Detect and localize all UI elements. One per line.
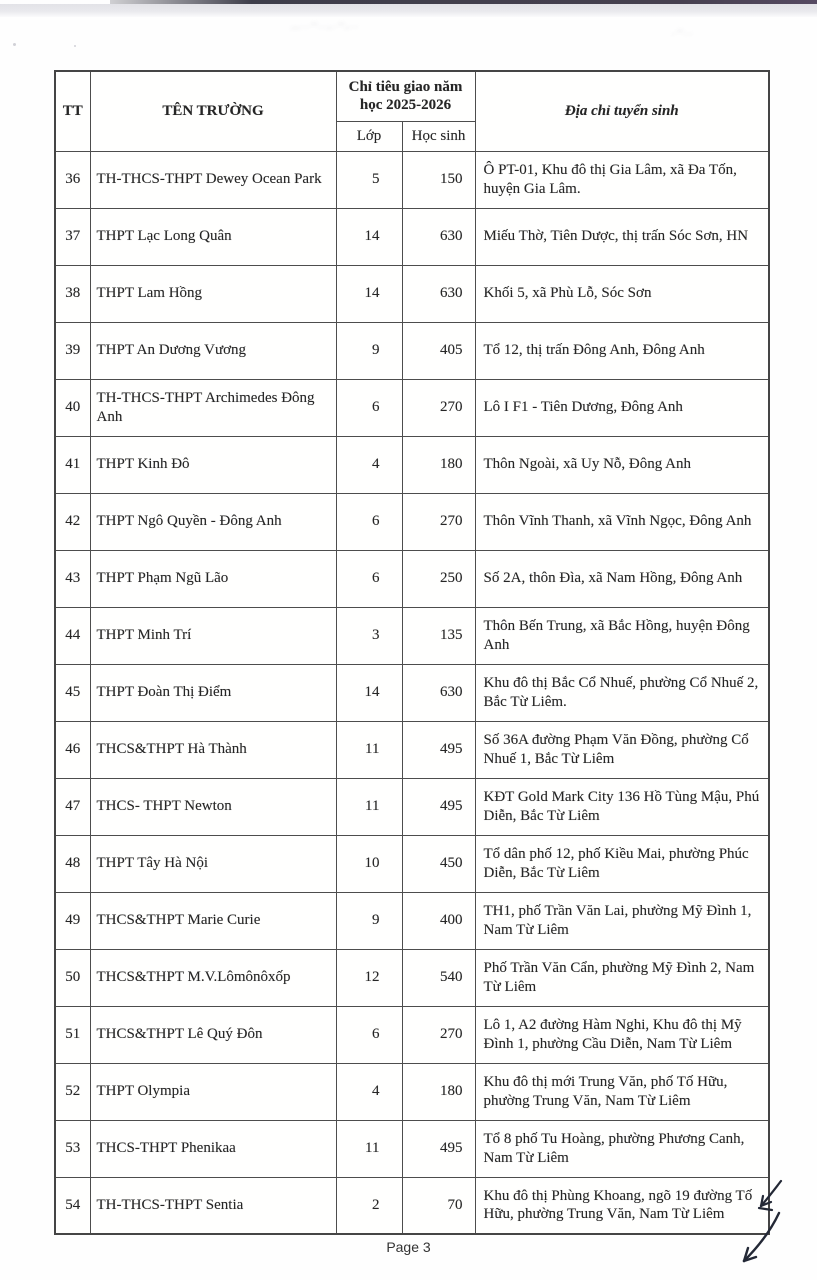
table-row — [55, 1177, 769, 1234]
row-tt: 48 — [55, 835, 90, 892]
row-classes-count: 10 — [336, 835, 402, 892]
table-row — [55, 550, 769, 607]
row-school-name: THPT Phạm Ngũ Lão — [90, 550, 336, 607]
row-classes-count: 4 — [336, 436, 402, 493]
table-row — [55, 778, 769, 835]
row-admission-address: TH1, phố Trần Văn Lai, phường Mỹ Đình 1, Nam Từ Liêm — [475, 892, 769, 949]
row-tt: 50 — [55, 949, 90, 1006]
bleedthrough-smudge: .~.. — [671, 26, 696, 38]
row-classes-count: 11 — [336, 778, 402, 835]
row-school-name: THCS&THPT Hà Thành — [90, 721, 336, 778]
row-school-name: THPT Lạc Long Quân — [90, 208, 336, 265]
row-admission-address: Thôn Bến Trung, xã Bắc Hồng, huyện Đông Anh — [475, 607, 769, 664]
table-row — [55, 721, 769, 778]
row-tt: 46 — [55, 721, 90, 778]
row-students-count: 135 — [402, 607, 475, 664]
row-tt: 38 — [55, 265, 90, 322]
row-tt: 42 — [55, 493, 90, 550]
row-classes-count: 14 — [336, 208, 402, 265]
row-students-count: 180 — [402, 436, 475, 493]
row-admission-address: Khu đô thị Bắc Cổ Nhuế, phường Cổ Nhuế 2, Bắc Từ Liêm. — [475, 664, 769, 721]
row-school-name: THCS- THPT Newton — [90, 778, 336, 835]
row-school-name: THCS&THPT Lê Quý Đôn — [90, 1006, 336, 1063]
row-school-name: THPT Tây Hà Nội — [90, 835, 336, 892]
row-school-name: THPT An Dương Vương — [90, 322, 336, 379]
row-school-name: THPT Olympia — [90, 1063, 336, 1120]
row-classes-count: 9 — [336, 322, 402, 379]
row-tt: 54 — [55, 1177, 90, 1234]
row-tt: 49 — [55, 892, 90, 949]
row-school-name: THCS-THPT Phenikaa — [90, 1120, 336, 1177]
row-students-count: 630 — [402, 208, 475, 265]
row-tt: 40 — [55, 379, 90, 436]
row-students-count: 250 — [402, 550, 475, 607]
row-classes-count: 4 — [336, 1063, 402, 1120]
bleedthrough-smudge: ,,..~..,.~,.. — [291, 19, 361, 31]
row-tt: 53 — [55, 1120, 90, 1177]
row-admission-address: Khu đô thị mới Trung Văn, phố Tố Hữu, phường Trung Văn, Nam Từ Liêm — [475, 1063, 769, 1120]
row-tt: 36 — [55, 151, 90, 208]
admission-quota-table — [54, 70, 770, 1235]
row-students-count: 180 — [402, 1063, 475, 1120]
row-students-count: 270 — [402, 379, 475, 436]
row-school-name: TH-THCS-THPT Archimedes Đông Anh — [90, 379, 336, 436]
row-admission-address: Thôn Vĩnh Thanh, xã Vĩnh Ngọc, Đông Anh — [475, 493, 769, 550]
row-tt: 37 — [55, 208, 90, 265]
row-students-count: 270 — [402, 1006, 475, 1063]
header-quota-group: Chỉ tiêu giao năm học 2025-2026 — [336, 71, 475, 121]
row-students-count: 495 — [402, 1120, 475, 1177]
scan-speck — [74, 45, 76, 47]
row-admission-address: Phố Trần Văn Cẩn, phường Mỹ Đình 2, Nam Từ Liêm — [475, 949, 769, 1006]
row-tt: 45 — [55, 664, 90, 721]
row-tt: 51 — [55, 1006, 90, 1063]
header-students: Học sinh — [402, 121, 475, 151]
row-admission-address: Tổ 12, thị trấn Đông Anh, Đông Anh — [475, 322, 769, 379]
row-classes-count: 5 — [336, 151, 402, 208]
row-classes-count: 11 — [336, 1120, 402, 1177]
row-tt: 44 — [55, 607, 90, 664]
row-students-count: 405 — [402, 322, 475, 379]
row-students-count: 630 — [402, 664, 475, 721]
table-row — [55, 1120, 769, 1177]
header-classes: Lớp — [336, 121, 402, 151]
table-row — [55, 379, 769, 436]
page-number: Page 3 — [386, 1239, 431, 1255]
row-classes-count: 6 — [336, 379, 402, 436]
table-row — [55, 949, 769, 1006]
table-row — [55, 151, 769, 208]
row-students-count: 70 — [402, 1177, 475, 1234]
row-school-name: TH-THCS-THPT Dewey Ocean Park — [90, 151, 336, 208]
row-classes-count: 14 — [336, 664, 402, 721]
row-students-count: 150 — [402, 151, 475, 208]
row-classes-count: 9 — [336, 892, 402, 949]
row-admission-address: Miếu Thờ, Tiên Dược, thị trấn Sóc Sơn, HN — [475, 208, 769, 265]
row-admission-address: Tổ 8 phố Tu Hoàng, phường Phương Canh, Nam Từ Liêm — [475, 1120, 769, 1177]
row-classes-count: 3 — [336, 607, 402, 664]
row-admission-address: Ô PT-01, Khu đô thị Gia Lâm, xã Đa Tốn, huyện Gia Lâm. — [475, 151, 769, 208]
row-admission-address: Thôn Ngoài, xã Uy Nỗ, Đông Anh — [475, 436, 769, 493]
row-admission-address: Số 2A, thôn Đìa, xã Nam Hồng, Đông Anh — [475, 550, 769, 607]
row-classes-count: 2 — [336, 1177, 402, 1234]
row-students-count: 495 — [402, 778, 475, 835]
row-students-count: 450 — [402, 835, 475, 892]
row-students-count: 400 — [402, 892, 475, 949]
table-header-row-1 — [55, 71, 769, 121]
row-tt: 43 — [55, 550, 90, 607]
row-students-count: 630 — [402, 265, 475, 322]
row-classes-count: 14 — [336, 265, 402, 322]
table-row — [55, 322, 769, 379]
row-school-name: TH-THCS-THPT Sentia — [90, 1177, 336, 1234]
table-body — [55, 151, 769, 1234]
table-row — [55, 493, 769, 550]
row-school-name: THPT Kinh Đô — [90, 436, 336, 493]
row-school-name: THPT Ngô Quyền - Đông Anh — [90, 493, 336, 550]
row-admission-address: Lô 1, A2 đường Hàm Nghi, Khu đô thị Mỹ Đình 1, phường Cầu Diễn, Nam Từ Liêm — [475, 1006, 769, 1063]
table-row — [55, 835, 769, 892]
row-students-count: 270 — [402, 493, 475, 550]
row-tt: 47 — [55, 778, 90, 835]
table-row — [55, 265, 769, 322]
row-tt: 39 — [55, 322, 90, 379]
row-admission-address: Số 36A đường Phạm Văn Đồng, phường Cổ Nhuế 1, Bắc Từ Liêm — [475, 721, 769, 778]
row-school-name: THCS&THPT Marie Curie — [90, 892, 336, 949]
row-classes-count: 6 — [336, 1006, 402, 1063]
header-tt: TT — [55, 71, 90, 151]
row-tt: 41 — [55, 436, 90, 493]
header-school-name: TÊN TRƯỜNG — [90, 71, 336, 151]
table-row — [55, 208, 769, 265]
row-admission-address: Khu đô thị Phùng Khoang, ngõ 19 đường Tố Hữu, phường Trung Văn, Nam Từ Liêm — [475, 1177, 769, 1234]
row-classes-count: 6 — [336, 493, 402, 550]
scan-edge-gray-band — [0, 4, 817, 17]
row-students-count: 540 — [402, 949, 475, 1006]
row-school-name: THPT Đoàn Thị Điểm — [90, 664, 336, 721]
row-school-name: THCS&THPT M.V.Lômônôxốp — [90, 949, 336, 1006]
table-row — [55, 1006, 769, 1063]
row-tt: 52 — [55, 1063, 90, 1120]
row-students-count: 495 — [402, 721, 475, 778]
row-classes-count: 12 — [336, 949, 402, 1006]
scan-speck — [13, 43, 16, 46]
row-classes-count: 6 — [336, 550, 402, 607]
row-admission-address: Tổ dân phố 12, phố Kiều Mai, phường Phúc Diễn, Bắc Từ Liêm — [475, 835, 769, 892]
header-address: Địa chỉ tuyển sinh — [475, 71, 769, 151]
table-row — [55, 1063, 769, 1120]
row-school-name: THPT Minh Trí — [90, 607, 336, 664]
row-school-name: THPT Lam Hồng — [90, 265, 336, 322]
table-row — [55, 607, 769, 664]
table-row — [55, 892, 769, 949]
table-row — [55, 664, 769, 721]
row-admission-address: KĐT Gold Mark City 136 Hồ Tùng Mậu, Phú Diễn, Bắc Từ Liêm — [475, 778, 769, 835]
table-row — [55, 436, 769, 493]
row-classes-count: 11 — [336, 721, 402, 778]
row-admission-address: Khối 5, xã Phù Lỗ, Sóc Sơn — [475, 265, 769, 322]
row-admission-address: Lô I F1 - Tiên Dương, Đông Anh — [475, 379, 769, 436]
